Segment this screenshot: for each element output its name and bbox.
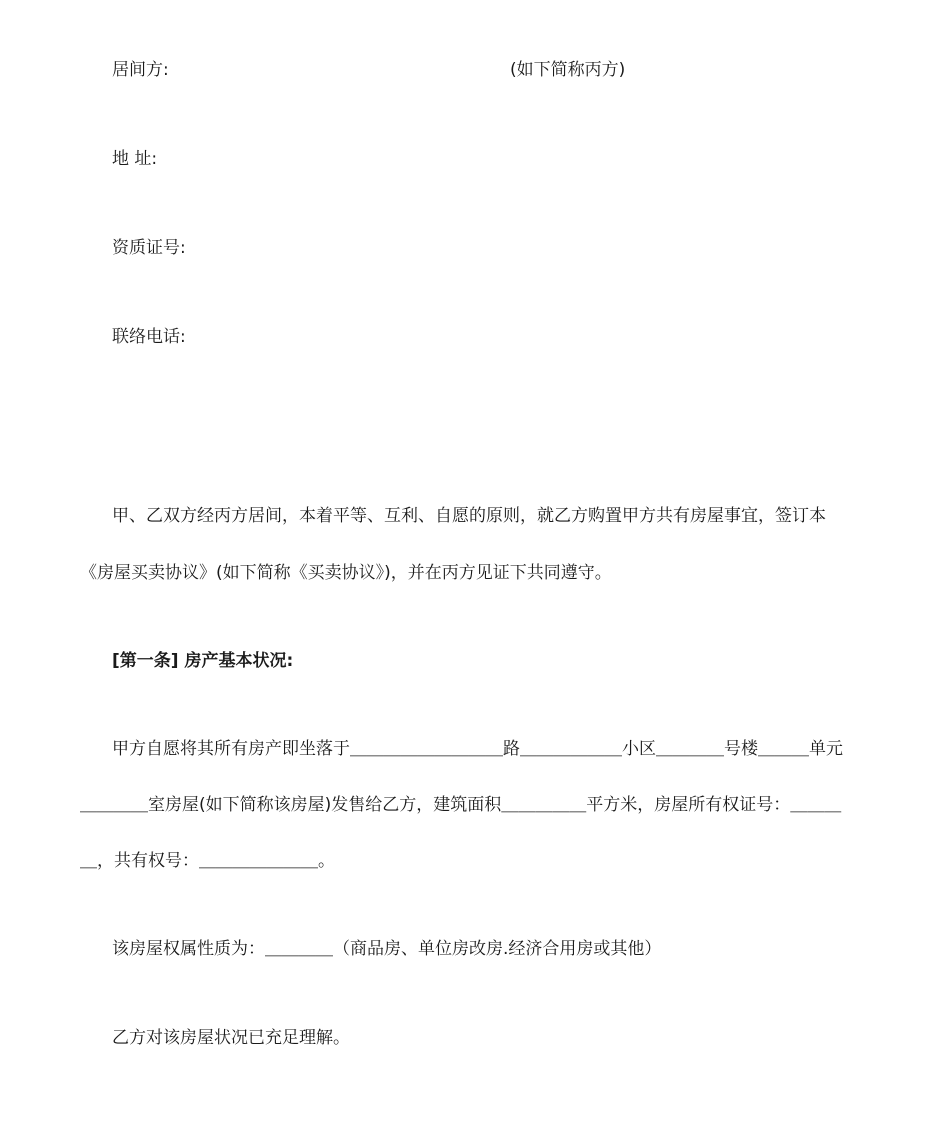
preamble-line-1: 甲、乙双方经丙方居间，本着平等、互利、自愿的原则，就乙方购置甲方共有房屋事宜，签订本	[112, 506, 826, 526]
intermediary-label: 居间方:	[112, 60, 169, 80]
property-nature: 该房屋权属性质为：＿＿＿＿（商品房、单位房改房.经济合用房或其他）	[112, 939, 662, 959]
qualification-label: 资质证号:	[112, 238, 186, 258]
address-label: 地 址:	[112, 149, 158, 169]
intermediary-alias: (如下简称丙方)	[510, 60, 626, 80]
article-1-line-1: 甲方自愿将其所有房产即坐落于＿＿＿＿＿＿＿＿＿路＿＿＿＿＿＿小区＿＿＿＿号楼＿＿＿单元	[112, 739, 843, 759]
article-1-line-2: ＿＿＿＿室房屋(如下简称该房屋)发售给乙方，建筑面积＿＿＿＿＿平方米，房屋所有权证号：＿＿＿	[80, 795, 842, 815]
article-1-line-3: ＿，共有权号：＿＿＿＿＿＿＿。	[80, 851, 335, 871]
article-1-heading: [第一条] 房产基本状况:	[112, 651, 294, 671]
acknowledgement: 乙方对该房屋状况已充足理解。	[112, 1028, 350, 1048]
preamble-line-2: 《房屋买卖协议》(如下简称《买卖协议》)，并在丙方见证下共同遵守。	[80, 563, 612, 583]
phone-label: 联络电话:	[112, 327, 186, 347]
